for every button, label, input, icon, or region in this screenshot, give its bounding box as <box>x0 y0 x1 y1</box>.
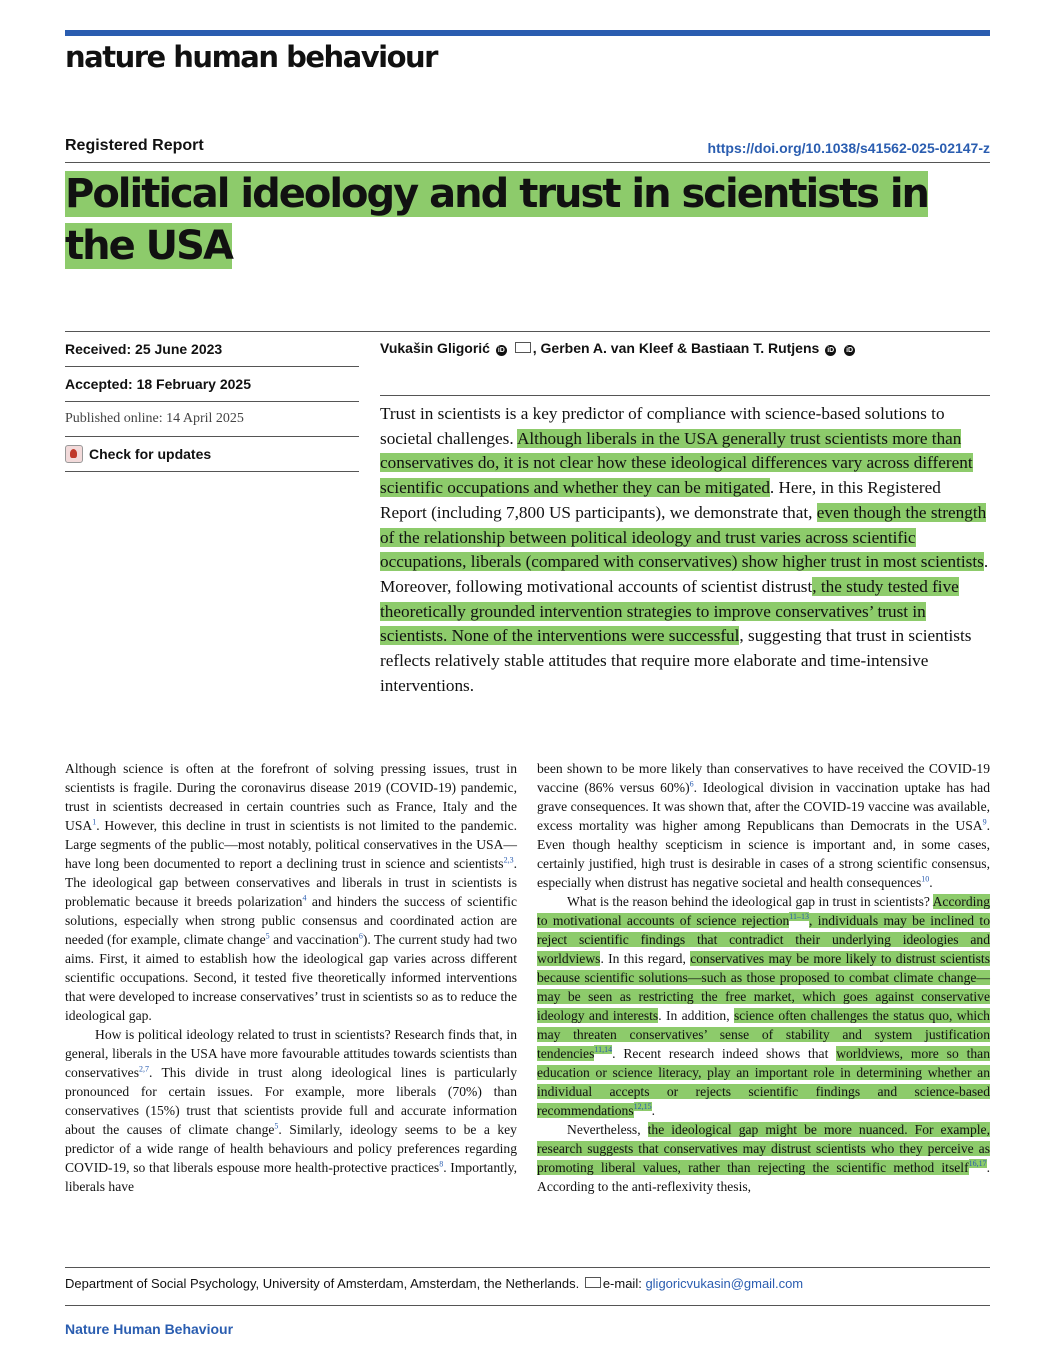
citation[interactable]: 11,14 <box>594 1045 613 1055</box>
divider <box>380 395 990 396</box>
author-name[interactable]: Vukašin Gligorić <box>380 340 490 356</box>
received-date: Received: 25 June 2023 <box>65 332 359 367</box>
article-type: Registered Report <box>65 137 204 154</box>
mail-icon <box>585 1277 601 1288</box>
article-title <box>65 168 945 272</box>
orcid-icon[interactable]: iD <box>827 347 835 354</box>
journal-logo: nature human behaviour <box>65 40 437 74</box>
citation[interactable]: 11–13 <box>789 912 809 922</box>
footer-journal-name: Nature Human Behaviour <box>65 1321 234 1337</box>
divider <box>65 162 990 163</box>
citation[interactable]: 5 <box>274 1121 279 1131</box>
author-names-rest: , Gerben A. van Kleef & Bastiaan T. Rutjens <box>532 340 820 356</box>
citation[interactable]: 5 <box>265 931 270 941</box>
body-column-left <box>65 759 517 1196</box>
paragraph: What is the reason behind the ideological gap in trust in scientists? According to motivational accounts of science rejection$^{11-13}$, individuals may be inclined to reject scientific findings that contradict their underlying ideologies and worldviews. In this regard, conservatives may be more likely to distrust scientists because scientific solutions—such as those proposed to combat climate change—may be seen as restricting the free market, which goes against conservative ideology and interests. In addition, science often challenges the status quo, which may threaten conservatives’ sense of stability and system justification tendencies$^{11,14}$. Recent research indeed shows that worldviews, more so than education or science literacy, play an important role in determining whether an individual accepts or rejects scientific findings and science-based recommendations$^{12,15}$. <box>537 894 990 1118</box>
check-updates-icon <box>65 445 83 463</box>
citation[interactable]: 9 <box>982 817 987 827</box>
abstract-text: , suggesting that trust in scientists reflects relatively stable attitudes that require more elaborate and time-intensive interventions. <box>380 626 972 695</box>
citation[interactable]: 2,3 <box>503 855 514 865</box>
citation[interactable]: 10 <box>921 874 930 884</box>
email-label: e-mail: <box>602 1276 646 1291</box>
citation[interactable]: 1 <box>92 817 97 827</box>
abstract-highlight: even though the strength of the relationship between political ideology and trust varies across scientific occupations, liberals (compared with conservatives) show higher trust in most scientists <box>380 502 987 572</box>
orcid-icon[interactable]: iD <box>846 347 854 354</box>
divider <box>65 1305 990 1306</box>
email-link[interactable]: gligoricvukasin@gmail.com <box>645 1276 804 1291</box>
check-updates-link[interactable] <box>65 437 359 472</box>
check-updates-label: Check for updates <box>89 446 212 462</box>
affiliation-footnote <box>65 1276 803 1291</box>
citation[interactable]: 6 <box>689 779 694 789</box>
citation[interactable]: 6 <box>358 931 363 941</box>
title-text: Political ideology and trust in scientists in the USA <box>65 171 929 269</box>
abstract-text: . Moreover, following motivational accounts of scientist distrust <box>380 552 989 596</box>
paragraph: Nevertheless, the ideological gap might be more nuanced. For example, research suggests that conservatives may distrust scientists who they perceive as promoting liberal values, rather than rejecting the scientific method itself$^{16,17}$. According to the anti-reflexivity thesis, <box>537 1122 990 1194</box>
affiliation-text: Department of Social Psychology, University of Amsterdam, Amsterdam, the Netherlands. <box>65 1276 583 1291</box>
abstract-highlight: Although liberals in the USA generally trust scientists more than conservatives do, it is not clear how these ideological differences vary across different scientific occupations and whether they can be mitigated <box>380 428 973 498</box>
article-dates <box>65 332 359 472</box>
citation[interactable]: 8 <box>439 1159 444 1169</box>
paragraph: How is political ideology related to trust in scientists? Research finds that, in general, liberals in the USA have more favourable attitudes towards scientists than conservatives$^{2,7}$. This divide in trust along ideological lines is particularly pronounced for certain issues. For example, more liberals (70%) than conservatives (15%) trust that scientists provide full and accurate information about the causes of climate change$^5$. Similarly, ideology seems to be a key predictor of a wide range of health behaviours and policy preferences regarding COVID-19, so that liberals espouse more health-protective practices$^8$. Importantly, liberals have <box>65 1027 517 1194</box>
doi-link[interactable]: https://doi.org/10.1038/s41562-025-02147-z <box>707 140 990 156</box>
accepted-date: Accepted: 18 February 2025 <box>65 367 359 402</box>
published-date: Published online: 14 April 2025 <box>65 402 359 437</box>
abstract-highlight: , the study tested five theoretically grounded intervention strategies to improve conservatives’ trust in scientists. None of the interventions were successful <box>380 576 959 646</box>
citation[interactable]: 12,15 <box>633 1102 652 1112</box>
body-column-right <box>537 759 990 1196</box>
journal-top-bar <box>65 30 990 36</box>
citation[interactable]: 16,17 <box>968 1159 987 1169</box>
abstract-text: . Here, in this Registered Report (including 7,800 US participants), we demonstrate that, <box>380 478 941 522</box>
citation[interactable]: 4 <box>302 893 307 903</box>
paragraph: been shown to be more likely than conservatives to have received the COVID-19 vaccine (86% versus 60%)$^6$. Ideological division in vaccination uptake has had grave consequences. It was shown that, after the COVID-19 vaccine was available, excess mortality was higher among Republicans than Democrats in the USA$^9$. Even though healthy scepticism in science is important and, in some cases, certainly justified, high trust is desirable in cases of a strong scientific consensus, especially when distrust has negative societal and health consequences$^{10}$. <box>537 761 990 890</box>
abstract-text: Trust in scientists is a key predictor of compliance with science-based solutions to societal challenges. <box>380 404 945 448</box>
orcid-icon[interactable]: iD <box>497 347 505 354</box>
author-list <box>380 340 857 356</box>
citation[interactable]: 2,7 <box>138 1064 149 1074</box>
abstract <box>380 402 990 698</box>
paragraph: Although science is often at the forefront of solving pressing issues, trust in scientists is fragile. During the coronavirus disease 2019 (COVID-19) pandemic, trust in scientists decreased in certain countries such as France, Italy and the USA$^1$. However, this decline in trust in scientists is not limited to the pandemic. Large segments of the public—most notably, political conservatives in the USA—have long been documented to report a declining trust in science and scientists$^{2,3}$. The ideological gap between conservatives and liberals in trust in scientists is problematic because it breeds polarization$^4$ and hinders the success of scientific solutions, especially when strong public consensus and coordinated action are needed (for example, climate change$^5$ and vaccination$^6$). The current study had two aims. First, it aimed to establish how the ideological gap varies across different scientific occupations. Second, it tested five theoretically informed interventions that were developed to increase conservatives’ trust in scientists so as to reduce the ideological gap. <box>65 761 517 1023</box>
mail-icon[interactable] <box>515 342 531 353</box>
divider <box>65 1267 990 1268</box>
